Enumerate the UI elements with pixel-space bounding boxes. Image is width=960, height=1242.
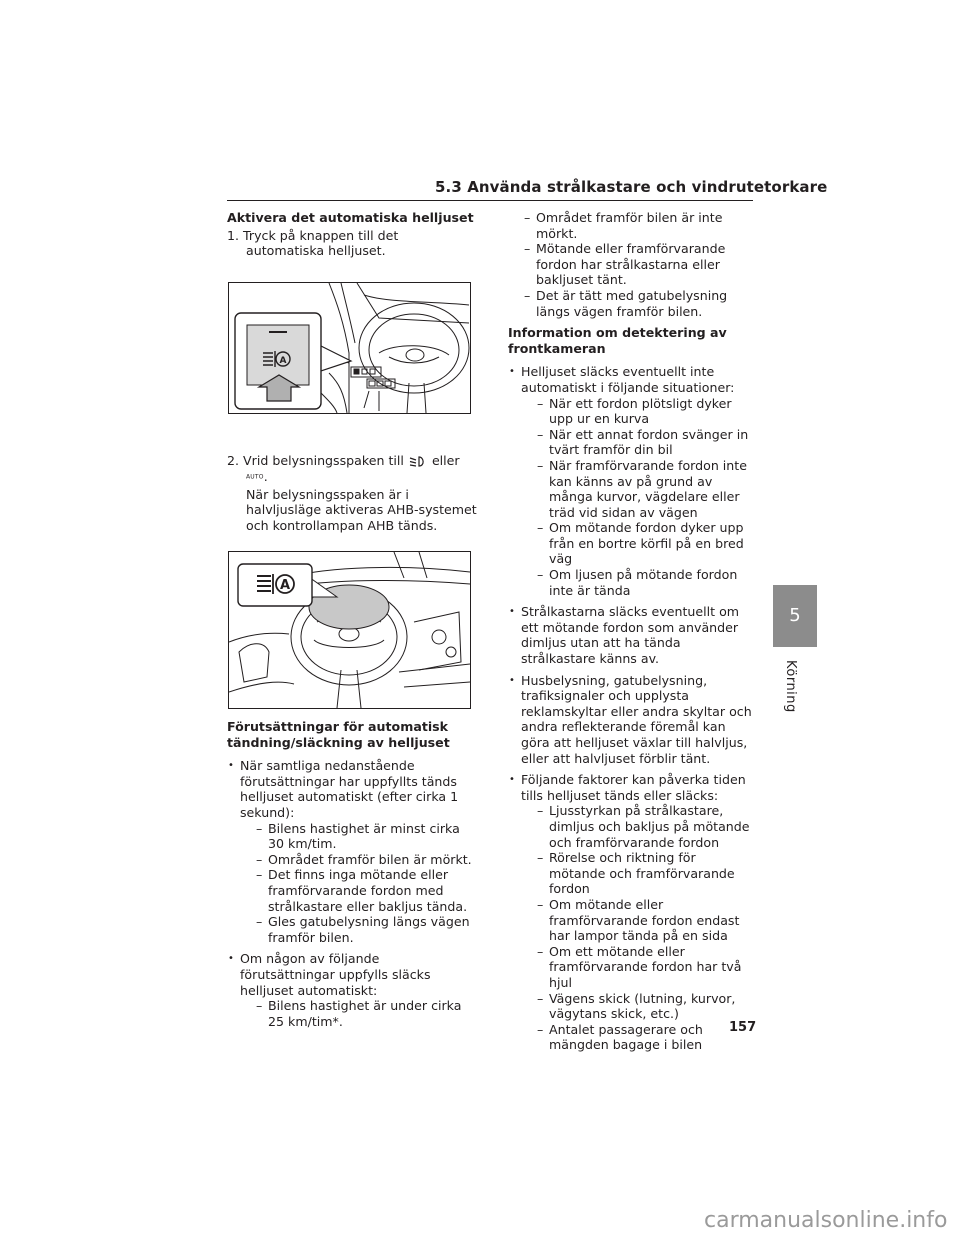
list-item: – Gles gatubelysning längs vägen framför bilen.	[240, 914, 477, 945]
list-item: – Det är tätt med gatubelysning längs vägen framför bilen.	[508, 288, 753, 319]
step-1-number: 1.	[227, 227, 240, 243]
bullet-text: • Om någon av följande förutsättningar uppfylls släcks helljuset automatiskt:	[240, 951, 431, 998]
bullet-text: • Helljuset släcks eventuellt inte automatiskt i följande situationer:	[521, 364, 735, 395]
watermark: carmanualsonline.info	[704, 1208, 948, 1233]
bullet-text: • Strålkastarna släcks eventuellt om ett mötande fordon som använder dimljus utan att ha tända strålkastare känns av.	[521, 604, 740, 667]
step-1	[227, 228, 477, 259]
chapter-label: Körning	[783, 660, 798, 713]
step-1-text: Tryck på knappen till det automatiska helljuset.	[243, 227, 399, 259]
svg-text:A: A	[279, 356, 287, 366]
heading-front-camera: Information om detektering av frontkameran	[508, 325, 727, 356]
chapter-tab: 5	[773, 585, 817, 647]
list-item: – Om ett mötande eller framförvarande fordon har två hjul	[521, 944, 753, 991]
left-column-conditions	[227, 719, 477, 1035]
list-item: – Om mötande fordon dyker upp från en bortre körfil på en bred väg	[521, 520, 753, 567]
list-item: – Mötande eller framförvarande fordon har strålkastarna eller bakljuset tänt.	[508, 241, 753, 288]
low-beam-headlight-icon	[408, 455, 428, 468]
bullet-any-condition	[227, 951, 477, 1029]
figure-ahb-indicator	[228, 551, 471, 709]
left-column	[227, 210, 477, 259]
figure-ahb-button	[228, 282, 471, 414]
bullet-text: • Husbelysning, gatubelysning, trafiksignaler och upplysta reklamskyltar eller andra skyltar och andra reflekterande föremål kan göra att helljuset växlar till halvljus, eller att halvljuset förblir tänt.	[521, 672, 752, 766]
list-item: – Antalet passagerare och mängden bagage i bilen	[521, 1022, 753, 1053]
list-item: – Vägens skick (lutning, kurvor, vägytans skick, etc.)	[521, 991, 753, 1022]
list-item: – Rörelse och riktning för mötande och framförvarande fordon	[521, 850, 753, 897]
left-column-step2	[227, 453, 477, 534]
step-2: 2. Vrid belysningsspaken till eller	[227, 453, 460, 468]
auto-icon: AUTO	[246, 473, 264, 481]
bullet-text: • När samtliga nedanstående förutsättningar har uppfyllts tänds helljuset automatiskt (efter cirka 1 sekund):	[240, 758, 459, 820]
list-item: – När framförvarande fordon inte kan känns av på grund av många kurvor, vägdelare eller träd vid sidan av vägen	[521, 458, 753, 520]
header-rule	[227, 200, 753, 201]
bullet-text: • Följande faktorer kan påverka tiden tills helljuset tänds eller släcks:	[521, 772, 746, 803]
dashboard-illustration-2	[229, 552, 470, 708]
list-item: – Området framför bilen är inte mörkt.	[508, 210, 753, 241]
dashboard-illustration-1	[229, 283, 470, 413]
svg-text:A: A	[279, 578, 291, 593]
step-2-paragraph: När belysningsspaken är i halvljusläge aktiveras AHB-systemet och kontrollampan AHB tänds.	[246, 486, 477, 534]
list-item: – Området framför bilen är mörkt.	[240, 852, 477, 868]
right-column	[508, 210, 753, 1059]
list-item: – Bilens hastighet är minst cirka 30 km/tim.	[240, 821, 477, 852]
bullet-fog-lights	[508, 604, 753, 666]
bullet-not-auto-off	[508, 364, 753, 598]
page-number: 157	[729, 1020, 757, 1035]
list-item: – Om ljusen på mötande fordon inte är tända	[521, 567, 753, 598]
list-item: – Det finns inga mötande eller framförvarande fordon med strålkastare eller bakljus tända.	[240, 867, 477, 914]
heading-activate-auto-high-beam: Aktivera det automatiska helljuset	[227, 210, 474, 225]
list-item: – Ljusstyrkan på strålkastare, dimljus och bakljus på mötande och framförvarande fordon	[521, 803, 753, 850]
list-item: – När ett fordon plötsligt dyker upp ur en kurva	[521, 396, 753, 427]
list-item: – Om mötande eller framförvarande fordon endast har lampor tända på en sida	[521, 897, 753, 944]
list-item: – Bilens hastighet är under cirka 25 km/tim*.	[240, 998, 477, 1029]
bullet-all-conditions	[227, 758, 477, 945]
bullet-reflective-objects	[508, 673, 753, 767]
bullet-timing-factors	[508, 772, 753, 1053]
list-item: – När ett annat fordon svänger in tvärt framför din bil	[521, 427, 753, 458]
section-header: 5.3 Använda strålkastare och vindrutetorkare	[435, 178, 828, 196]
auto-icon-line: AUTO.	[246, 468, 268, 484]
heading-conditions: Förutsättningar för automatisk tändning/släckning av helljuset	[227, 719, 450, 750]
